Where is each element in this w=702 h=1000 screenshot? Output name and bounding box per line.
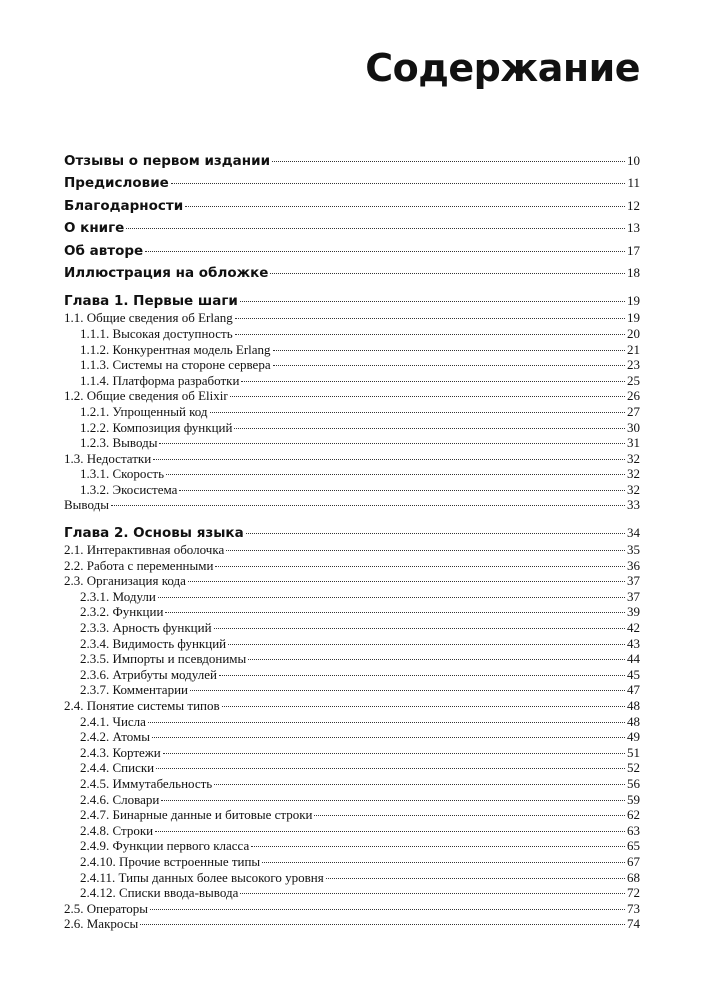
toc-entry[interactable] — [64, 558, 640, 574]
toc-page-number: 11 — [627, 175, 640, 191]
dot-leader — [148, 722, 625, 723]
toc-page-number: 37 — [627, 573, 640, 589]
toc-entry-label: 2.4. Понятие системы типов — [64, 698, 220, 713]
toc-entry[interactable] — [64, 714, 640, 730]
toc-entry-label: Об авторе — [64, 242, 144, 259]
dot-leader — [166, 474, 625, 475]
dot-leader — [171, 183, 626, 184]
toc-page-number: 51 — [627, 744, 640, 760]
dot-leader — [179, 490, 625, 491]
toc-page-number: 27 — [627, 403, 640, 419]
toc-page-number: 19 — [627, 293, 640, 309]
dot-leader — [158, 597, 625, 598]
toc-page-number: 30 — [627, 419, 640, 435]
dot-leader — [228, 644, 625, 645]
toc-entry[interactable] — [64, 901, 640, 917]
toc-entry-label: 1.2.1. Упрощенный код — [80, 403, 208, 419]
dot-leader — [214, 784, 625, 785]
toc-page-number: 62 — [627, 807, 640, 823]
dot-leader — [273, 365, 625, 366]
dot-leader — [272, 161, 625, 162]
toc-entry-label: 2.4.6. Словари — [80, 791, 160, 807]
toc-chapter-label: Глава 1. Первые шаги — [64, 293, 238, 310]
toc-entry-label: 2.3.7. Комментарии — [80, 682, 188, 698]
dot-leader — [219, 675, 625, 676]
toc-entry-label: Выводы — [64, 497, 109, 513]
toc-entry-label: 2.4.4. Списки — [80, 760, 155, 776]
toc-page-number: 32 — [627, 450, 640, 466]
toc-page-number: 48 — [627, 713, 640, 729]
toc-page-number: 32 — [627, 466, 640, 482]
toc-entry-label: 2.4.9. Функции первого класса — [80, 838, 250, 854]
toc-page-number: 44 — [627, 651, 640, 667]
toc-entry-label: Иллюстрация на обложке — [64, 264, 269, 281]
toc-entry[interactable] — [64, 870, 640, 886]
toc-entry-label: 2.4.5. Иммутабельность — [80, 775, 213, 791]
toc-entry-label: 1.1.1. Высокая доступность — [80, 325, 233, 341]
toc-entry-label: О книге — [64, 220, 125, 237]
toc-entry-label: 2.4.8. Строки — [80, 822, 154, 838]
toc-page-number: 73 — [627, 900, 640, 916]
toc-entry-about-book[interactable] — [64, 217, 640, 239]
toc-entry-label: 1.1.3. Системы на стороне сервера — [80, 357, 271, 373]
toc-page-number: 34 — [627, 525, 640, 541]
toc-chapter-1-heading[interactable] — [64, 292, 640, 310]
toc-page-number: 37 — [627, 588, 640, 604]
toc-page-number: 45 — [627, 666, 640, 682]
toc-entry-label: Предисловие — [64, 175, 169, 192]
toc-entry[interactable] — [64, 760, 640, 776]
toc-page-number: 49 — [627, 729, 640, 745]
dot-leader — [140, 924, 625, 925]
toc-page-number: 19 — [627, 310, 640, 326]
toc-entry[interactable] — [64, 854, 640, 870]
dot-leader — [155, 831, 625, 832]
toc-page-number: 39 — [627, 604, 640, 620]
toc-entry-label: Благодарности — [64, 197, 184, 214]
dot-leader — [226, 550, 625, 551]
table-of-contents — [64, 150, 640, 932]
toc-entry[interactable] — [64, 404, 640, 420]
toc-page-number: 56 — [627, 775, 640, 791]
toc-page-number: 52 — [627, 760, 640, 776]
toc-page-number: 67 — [627, 853, 640, 869]
dot-leader — [241, 381, 625, 382]
toc-entry-label: 1.1.2. Конкурентная модель Erlang — [80, 341, 271, 357]
toc-entry-label: 2.2. Работа с переменными — [64, 557, 214, 573]
toc-page-number: 59 — [627, 791, 640, 807]
dot-leader — [163, 753, 625, 754]
toc-page-number: 65 — [627, 838, 640, 854]
toc-entry-label: 2.4.7. Бинарные данные и битовые строки — [80, 807, 313, 823]
toc-entry-cover-illustration[interactable] — [64, 262, 640, 284]
toc-entry-about-author[interactable] — [64, 240, 640, 262]
dot-leader — [262, 862, 625, 863]
dot-leader — [153, 459, 625, 460]
toc-entry-label: 1.2. Общие сведения об Elixir — [64, 388, 228, 404]
dot-leader — [273, 350, 625, 351]
toc-entry-label: 2.1. Интерактивная оболочка — [64, 542, 225, 558]
toc-entry[interactable] — [64, 373, 640, 389]
dot-leader — [222, 706, 625, 707]
toc-entry[interactable] — [64, 698, 640, 714]
toc-entry[interactable] — [64, 497, 640, 513]
dot-leader — [210, 412, 625, 413]
toc-entry-label: 1.3.1. Скорость — [80, 466, 165, 482]
dot-leader — [156, 768, 625, 769]
toc-page-number: 23 — [627, 357, 640, 373]
dot-leader — [159, 443, 625, 444]
toc-page-number: 43 — [627, 635, 640, 651]
toc-entry[interactable] — [64, 729, 640, 745]
toc-entry-label: Отзывы о первом издании — [64, 153, 271, 169]
toc-entry[interactable] — [64, 482, 640, 498]
toc-entry[interactable] — [64, 326, 640, 342]
toc-page-number: 68 — [627, 869, 640, 885]
toc-chapter-2-heading[interactable] — [64, 524, 640, 542]
toc-entry[interactable] — [64, 636, 640, 652]
toc-entry-label: 1.2.3. Выводы — [80, 435, 158, 451]
toc-page-number: 10 — [627, 153, 640, 168]
toc-entry-label: 2.3.4. Видимость функций — [80, 635, 227, 651]
toc-entry-label: 2.4.3. Кортежи — [80, 744, 161, 760]
page-title: Содержание — [365, 46, 640, 90]
dot-leader — [235, 318, 625, 319]
dot-leader — [111, 505, 625, 506]
toc-entry-label: 2.4.10. Прочие встроенные типы — [80, 853, 261, 869]
toc-entry-label: 2.4.11. Типы данных более высокого уровня — [80, 869, 324, 885]
toc-entry[interactable] — [64, 435, 640, 451]
toc-entry-label: 2.3.2. Функции — [80, 604, 164, 620]
toc-entry-label: 2.5. Операторы — [64, 900, 149, 916]
toc-entry[interactable] — [64, 589, 640, 605]
dot-leader — [234, 428, 625, 429]
dot-leader — [235, 334, 625, 335]
toc-entry[interactable] — [64, 420, 640, 436]
toc-entry-label: 2.3.5. Импорты и псевдонимы — [80, 651, 247, 667]
toc-entry[interactable] — [64, 451, 640, 467]
toc-entry-label: 1.3. Недостатки — [64, 450, 152, 466]
toc-entry-acknowledgements[interactable] — [64, 195, 640, 217]
toc-page-number: 31 — [627, 435, 640, 451]
toc-entry-label: 2.3.3. Арность функций — [80, 620, 212, 636]
toc-page-number: 42 — [627, 620, 640, 636]
toc-chapter-label: Глава 2. Основы языка — [64, 525, 244, 542]
toc-page-number: 12 — [627, 197, 640, 213]
dot-leader — [251, 846, 625, 847]
toc-entry[interactable] — [64, 342, 640, 358]
toc-entry-label: 2.3.6. Атрибуты модулей — [80, 666, 217, 682]
dot-leader — [314, 815, 625, 816]
toc-entry[interactable] — [64, 667, 640, 683]
toc-entry-label: 2.4.12. Списки ввода-вывода — [80, 885, 239, 901]
toc-entry[interactable] — [64, 885, 640, 901]
toc-entry[interactable] — [64, 620, 640, 636]
toc-entry-label: 2.4.1. Числа — [80, 713, 146, 729]
toc-page-number: 48 — [627, 698, 640, 713]
toc-page-number: 33 — [627, 497, 640, 513]
toc-entry-label: 2.3.1. Модули — [80, 588, 156, 604]
dot-leader — [240, 301, 625, 302]
toc-entry-label: 1.2.2. Композиция функций — [80, 419, 233, 435]
dot-leader — [240, 893, 625, 894]
dot-leader — [126, 228, 625, 229]
dot-leader — [230, 396, 625, 397]
toc-entry-preface[interactable] — [64, 172, 640, 194]
dot-leader — [152, 737, 625, 738]
dot-leader — [270, 273, 625, 274]
toc-page-number: 17 — [627, 242, 640, 258]
dot-leader — [248, 659, 625, 660]
toc-entry[interactable] — [64, 682, 640, 698]
dot-leader — [165, 612, 625, 613]
toc-entry-label: 1.1. Общие сведения об Erlang — [64, 310, 233, 326]
toc-entry-label: 1.1.4. Платформа разработки — [80, 372, 240, 388]
toc-page-number: 47 — [627, 682, 640, 698]
toc-entry[interactable] — [64, 776, 640, 792]
toc-entry[interactable] — [64, 542, 640, 558]
toc-entry-label: 1.3.2. Экосистема — [80, 481, 178, 497]
toc-page-number: 26 — [627, 388, 640, 404]
toc-entry[interactable] — [64, 745, 640, 761]
toc-entry[interactable] — [64, 838, 640, 854]
dot-leader — [215, 566, 625, 567]
toc-entry[interactable] — [64, 651, 640, 667]
toc-entry[interactable] — [64, 573, 640, 589]
toc-entry[interactable] — [64, 357, 640, 373]
dot-leader — [185, 206, 625, 207]
toc-page-number: 13 — [627, 220, 640, 236]
dot-leader — [150, 909, 625, 910]
toc-page-number: 63 — [627, 822, 640, 838]
dot-leader — [188, 581, 625, 582]
toc-page-number: 32 — [627, 481, 640, 497]
toc-entry[interactable] — [64, 604, 640, 620]
toc-page-number: 25 — [627, 372, 640, 388]
toc-entry[interactable] — [64, 466, 640, 482]
dot-leader — [326, 878, 625, 879]
toc-page-number: 72 — [627, 885, 640, 901]
toc-page-number: 20 — [627, 325, 640, 341]
toc-page-number: 36 — [627, 557, 640, 573]
toc-entry[interactable] — [64, 807, 640, 823]
toc-entry-label: 2.6. Макросы — [64, 916, 139, 932]
toc-entry[interactable] — [64, 823, 640, 839]
dot-leader — [214, 628, 625, 629]
toc-page-number: 21 — [627, 341, 640, 357]
toc-page-number: 35 — [627, 542, 640, 558]
toc-page-number: 18 — [627, 264, 640, 280]
toc-entry-label: 2.3. Организация кода — [64, 573, 186, 589]
dot-leader — [161, 800, 625, 801]
toc-entry[interactable] — [64, 388, 640, 404]
toc-entry-reviews[interactable] — [64, 150, 640, 172]
toc-entry[interactable] — [64, 792, 640, 808]
toc-entry[interactable] — [64, 310, 640, 326]
toc-entry-label: 2.4.2. Атомы — [80, 729, 150, 745]
dot-leader — [145, 251, 625, 252]
dot-leader — [246, 533, 625, 534]
toc-entry[interactable] — [64, 916, 640, 932]
toc-page-number: 74 — [627, 916, 640, 932]
dot-leader — [190, 690, 625, 691]
